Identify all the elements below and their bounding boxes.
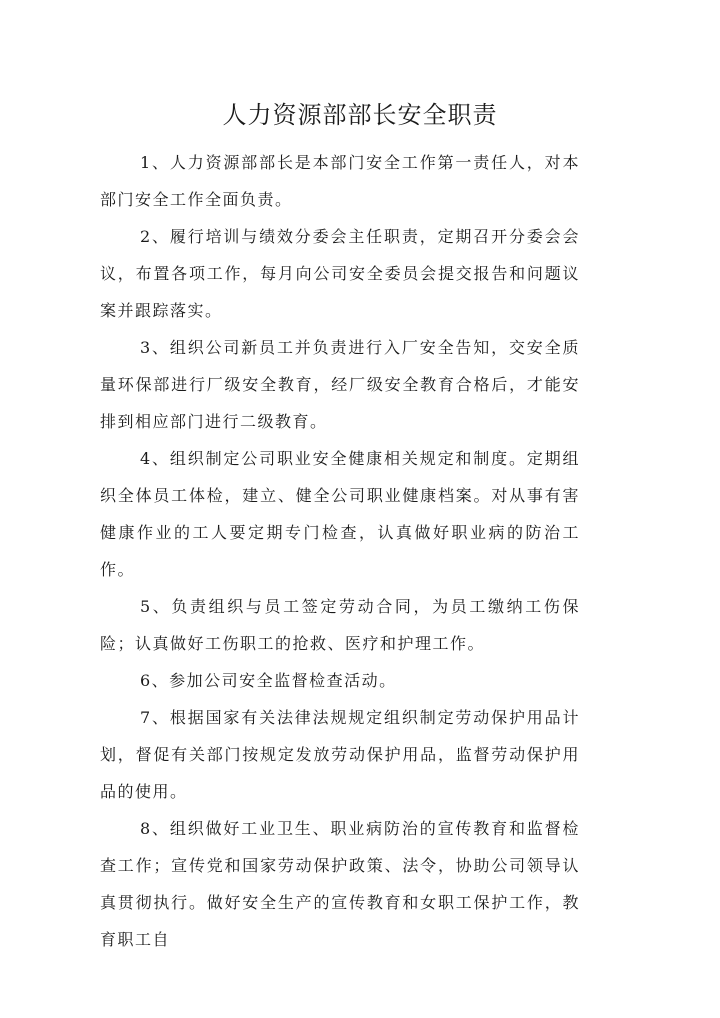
paragraph-1: 1、人力资源部部长是本部门安全工作第一责任人，对本部门安全工作全面负责。 [100,153,580,209]
paragraph-5: 5、负责组织与员工签定劳动合同，为员工缴纳工伤保险；认真做好工伤职工的抢救、医疗和护理工作。 [100,597,580,653]
paragraph-6: 6、参加公司安全监督检查活动。 [140,671,397,690]
paragraph-4: 4、组织制定公司职业安全健康相关规定和制度。定期组织全体员工体检，建立、健全公司职业健康档案。对从事有害健康作业的工人要定期专门检查，认真做好职业病的防治工作。 [100,449,580,579]
paragraph-7: 7、根据国家有关法律法规规定组织制定劳动保护用品计划，督促有关部门按规定发放劳动保护用品，监督劳动保护用品的使用。 [100,708,580,801]
document-body [100,144,580,958]
paragraph-2: 2、履行培训与绩效分委会主任职责，定期召开分委会会议，布置各项工作，每月向公司安全委员会提交报告和问题议案并跟踪落实。 [100,227,580,320]
paragraph-3: 3、组织公司新员工并负责进行入厂安全告知，交安全质量环保部进行厂级安全教育，经厂级安全教育合格后，才能安排到相应部门进行二级教育。 [100,338,580,431]
paragraph-8: 8、组织做好工业卫生、职业病防治的宣传教育和监督检查工作；宣传党和国家劳动保护政策、法令，协助公司领导认真贯彻执行。做好安全生产的宣传教育和女职工保护工作，教育职工自 [100,819,580,949]
document-title: 人力资源部部长安全职责 [222,101,498,129]
